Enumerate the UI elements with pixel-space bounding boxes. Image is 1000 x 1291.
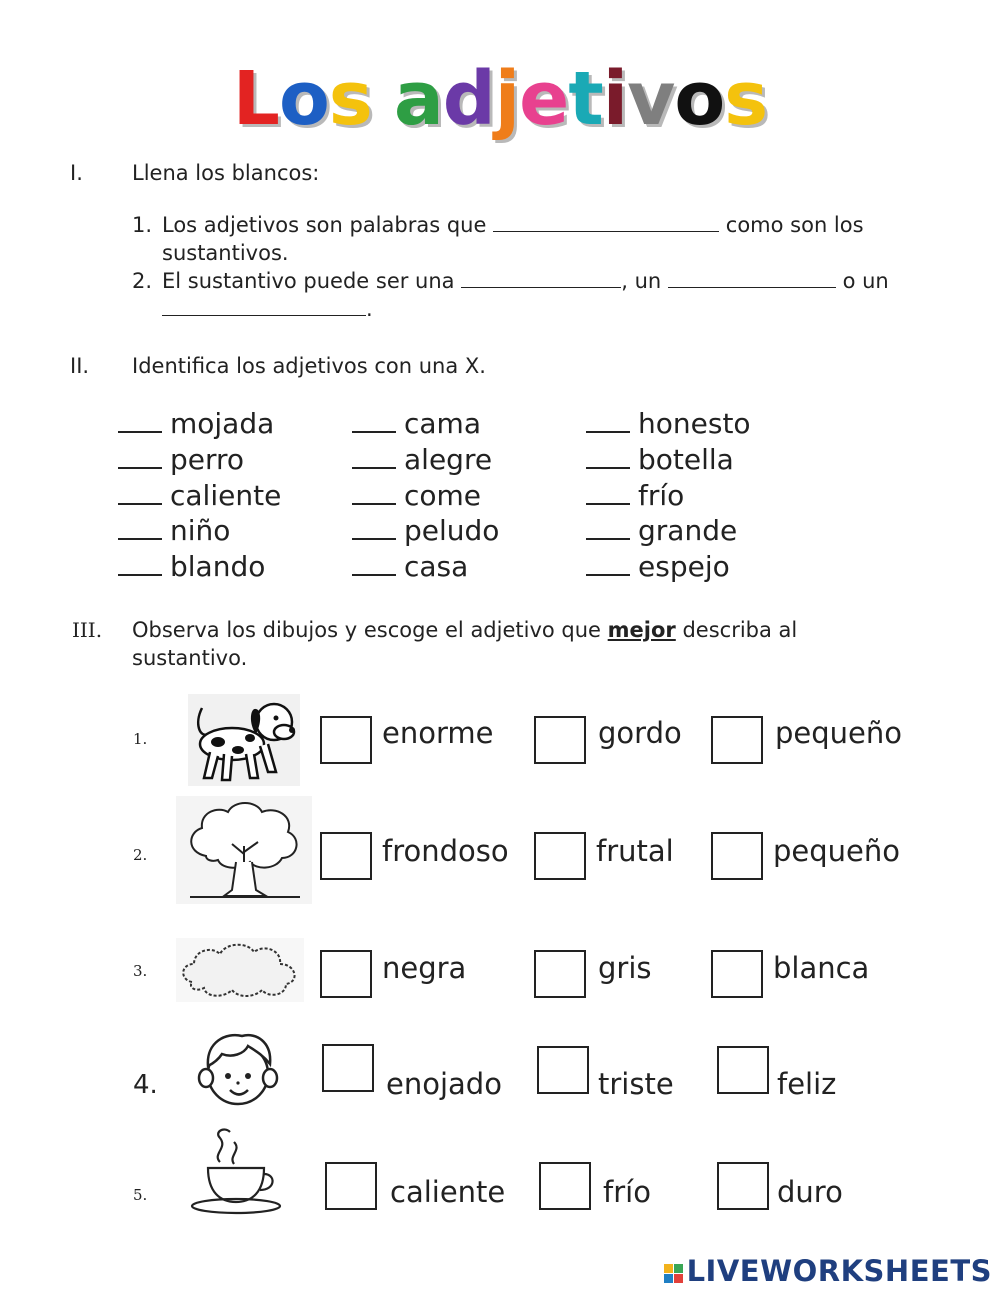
- liveworksheets-brand-text: LIVEWORKSHEETS: [686, 1254, 992, 1288]
- title-letter: e: [519, 56, 569, 142]
- adjective-option: [586, 407, 751, 440]
- mark-blank[interactable]: [352, 572, 396, 576]
- picture-item-number: 1.: [133, 730, 148, 748]
- question-2-number: 2.: [132, 269, 153, 293]
- mark-blank[interactable]: [118, 572, 162, 576]
- adjective-option: [118, 550, 265, 583]
- section-3-heading-continuation: sustantivo.: [132, 646, 248, 670]
- answer-option-label: frondoso: [382, 834, 509, 868]
- adjective-option: [118, 443, 244, 476]
- question-1-text: Los adjetivos son palabras que: [162, 213, 487, 237]
- adjective-option: [352, 443, 492, 476]
- section-3-number: III.: [72, 618, 103, 642]
- dog-picture-icon: [188, 694, 300, 786]
- question-2-blank-2[interactable]: [668, 269, 836, 288]
- answer-checkbox[interactable]: [537, 1046, 589, 1094]
- title-letter: s: [328, 56, 372, 142]
- answer-checkbox[interactable]: [325, 1162, 377, 1210]
- section-2-heading: Identifica los adjetivos con una X.: [132, 354, 486, 378]
- mark-blank[interactable]: [352, 465, 396, 469]
- question-2-continuation: [162, 297, 373, 321]
- answer-checkbox[interactable]: [717, 1046, 769, 1094]
- mark-blank[interactable]: [352, 429, 396, 433]
- mark-blank[interactable]: [118, 501, 162, 505]
- mark-blank[interactable]: [586, 572, 630, 576]
- adjective-word: perro: [170, 443, 245, 476]
- liveworksheets-logo-icon: [664, 1264, 683, 1283]
- boy-face-picture-icon: [192, 1028, 284, 1110]
- title-letter: o: [278, 56, 329, 142]
- section-2-number: II.: [70, 354, 90, 378]
- answer-option-label: frío: [603, 1175, 651, 1209]
- adjective-word: botella: [638, 443, 734, 476]
- liveworksheets-brand: [664, 1254, 992, 1288]
- picture-item-number: 5.: [133, 1186, 148, 1204]
- question-2-period: .: [366, 297, 373, 321]
- question-1-number: 1.: [132, 213, 153, 237]
- answer-checkbox[interactable]: [320, 950, 372, 998]
- title-letter: v: [627, 56, 675, 142]
- question-2-line: [162, 269, 889, 293]
- cloud-picture-icon: [176, 938, 304, 1002]
- answer-checkbox[interactable]: [534, 950, 586, 998]
- adjective-word: grande: [638, 514, 738, 547]
- picture-item-number: 2.: [133, 846, 148, 864]
- question-2-text-end: o un: [842, 269, 889, 293]
- title-letter: L: [232, 56, 279, 142]
- adjective-option: [352, 479, 481, 512]
- mark-blank[interactable]: [586, 501, 630, 505]
- adjective-option: [586, 514, 737, 547]
- question-2-text-mid: , un: [621, 269, 662, 293]
- answer-checkbox[interactable]: [717, 1162, 769, 1210]
- tree-picture-icon: [176, 796, 312, 904]
- mark-blank[interactable]: [118, 429, 162, 433]
- adjective-word: blando: [170, 550, 266, 583]
- title-letter: a: [393, 56, 443, 142]
- answer-option-label: gordo: [598, 716, 682, 750]
- answer-checkbox[interactable]: [711, 832, 763, 880]
- answer-checkbox[interactable]: [711, 950, 763, 998]
- adjective-word: casa: [404, 550, 469, 583]
- mark-blank[interactable]: [352, 536, 396, 540]
- mark-blank[interactable]: [118, 536, 162, 540]
- answer-option-label: enorme: [382, 716, 494, 750]
- adjective-word: mojada: [170, 407, 275, 440]
- question-1-line: [162, 213, 864, 237]
- mark-blank[interactable]: [586, 536, 630, 540]
- adjective-word: alegre: [404, 443, 493, 476]
- answer-option-label: pequeño: [775, 716, 903, 750]
- answer-option-label: feliz: [777, 1067, 837, 1101]
- adjective-option: [118, 514, 230, 547]
- answer-checkbox[interactable]: [711, 716, 763, 764]
- title-letter: o: [674, 56, 725, 142]
- coffee-cup-picture-icon: [184, 1124, 286, 1216]
- mark-blank[interactable]: [586, 429, 630, 433]
- title-letter: s: [724, 56, 768, 142]
- section-1-heading: Llena los blancos:: [132, 161, 320, 185]
- worksheet-title: [0, 56, 1000, 142]
- adjective-word: come: [404, 479, 482, 512]
- question-1-blank[interactable]: [493, 213, 719, 232]
- adjective-option: [118, 407, 274, 440]
- mark-blank[interactable]: [118, 465, 162, 469]
- mark-blank[interactable]: [352, 501, 396, 505]
- answer-checkbox[interactable]: [320, 832, 372, 880]
- picture-item-number: 4.: [133, 1070, 158, 1100]
- answer-checkbox[interactable]: [322, 1044, 374, 1092]
- answer-option-label: blanca: [773, 951, 870, 985]
- answer-option-label: gris: [598, 951, 652, 985]
- adjective-option: [352, 407, 481, 440]
- picture-item-number: 3.: [133, 962, 148, 980]
- adjective-option: [352, 550, 468, 583]
- adjective-word: honesto: [638, 407, 751, 440]
- title-letter: t: [568, 56, 603, 142]
- answer-option-label: enojado: [386, 1067, 502, 1101]
- answer-option-label: triste: [598, 1067, 674, 1101]
- section-3-heading: [132, 618, 797, 642]
- question-2-blank-1[interactable]: [461, 269, 621, 288]
- question-2-blank-3[interactable]: [162, 297, 366, 316]
- title-letter: d: [442, 56, 495, 142]
- mark-blank[interactable]: [586, 465, 630, 469]
- section-1-number: I.: [70, 161, 83, 185]
- adjective-word: niño: [170, 514, 231, 547]
- answer-option-label: frutal: [596, 834, 674, 868]
- adjective-word: caliente: [170, 479, 282, 512]
- question-2-text: El sustantivo puede ser una: [162, 269, 455, 293]
- section-3-heading-text-end: describa al: [682, 618, 798, 642]
- answer-option-label: caliente: [390, 1175, 506, 1209]
- answer-checkbox[interactable]: [539, 1162, 591, 1210]
- adjective-word: peludo: [404, 514, 500, 547]
- section-3-heading-text: Observa los dibujos y escoge el adjetivo que: [132, 618, 601, 642]
- question-1-text-end: como son los: [725, 213, 864, 237]
- adjective-word: espejo: [638, 550, 730, 583]
- answer-option-label: negra: [382, 951, 467, 985]
- adjective-word: frío: [638, 479, 685, 512]
- title-letter: j: [494, 56, 520, 142]
- adjective-option: [586, 479, 684, 512]
- adjective-option: [586, 443, 734, 476]
- section-3-heading-emphasis: mejor: [607, 618, 676, 642]
- adjective-option: [586, 550, 730, 583]
- title-letter: i: [602, 56, 628, 142]
- adjective-option: [118, 479, 281, 512]
- answer-checkbox[interactable]: [534, 832, 586, 880]
- answer-checkbox[interactable]: [534, 716, 586, 764]
- question-1-continuation: sustantivos.: [162, 241, 289, 265]
- answer-option-label: duro: [777, 1175, 843, 1209]
- adjective-word: cama: [404, 407, 481, 440]
- answer-checkbox[interactable]: [320, 716, 372, 764]
- adjective-option: [352, 514, 499, 547]
- answer-option-label: pequeño: [773, 834, 901, 868]
